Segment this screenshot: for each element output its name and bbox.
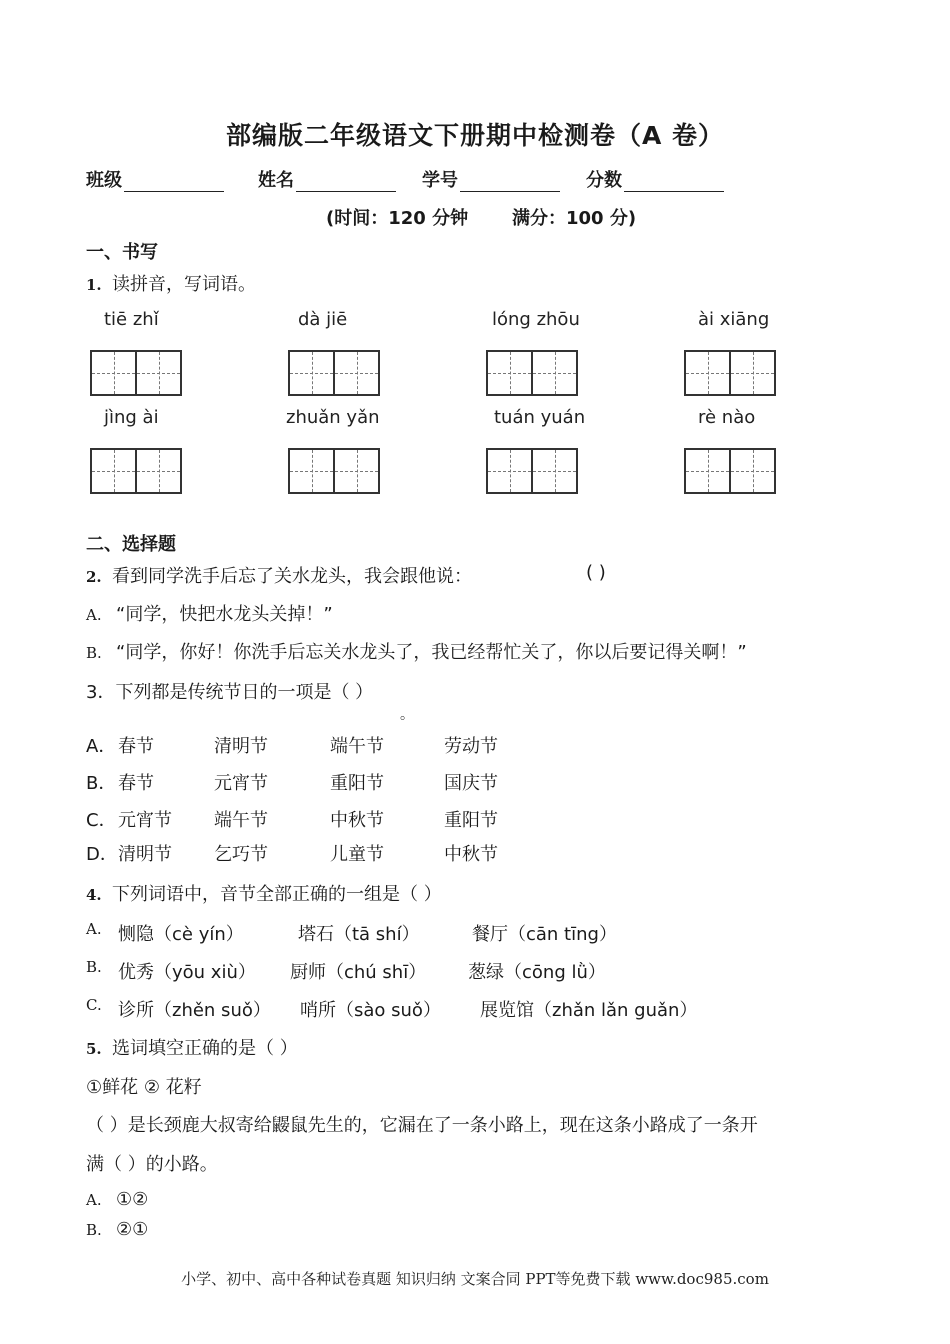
question-3: 3．下列都是传统节日的一项是（ ） [86,682,374,703]
option-item: 恻隐（cè yín） [118,924,244,945]
option-item: 展览馆（zhǎn lǎn guǎn） [480,1000,698,1021]
name-field [258,166,396,192]
option-label: A． [86,736,117,757]
option-item: 春节 [118,736,154,757]
option-text: “同学，快把水龙头关掉！” [116,604,333,625]
option-item: 清明节 [214,736,268,757]
id-field [422,166,560,192]
score-field [586,166,724,192]
q2-option-b[interactable] [86,638,747,664]
page-title: 部编版二年级语文下册期中检测卷（A 卷） [225,121,725,150]
option-item: 清明节 [118,844,172,865]
q1-number: 1. [86,276,102,294]
writing-grid[interactable] [288,350,380,396]
q5-passage-line2: 满（ ）的小路。 [86,1154,218,1175]
q2-option-a[interactable] [86,600,333,626]
id-blank[interactable] [460,171,560,192]
option-item: 重阳节 [330,773,384,794]
pinyin-8: rè nào [698,407,756,428]
option-item: 中秋节 [444,844,498,865]
q3-dot: 。 [400,707,414,723]
q2-number: 2. [86,568,102,586]
option-label: A. [86,920,102,938]
pinyin-1: tiē zhǐ [104,309,159,330]
option-item: 元宵节 [118,810,172,831]
pinyin-2: dà jiē [298,309,348,330]
option-item: 国庆节 [444,773,498,794]
option-item: 元宵节 [214,773,268,794]
option-item: 重阳节 [444,810,498,831]
section2-heading: 二、选择题 [86,534,176,555]
option-item: 端午节 [330,736,384,757]
id-label: 学号 [422,170,458,191]
q5-option-a[interactable] [86,1189,148,1210]
option-item: 哨所（sào suǒ） [300,1000,441,1021]
name-label: 姓名 [258,170,294,191]
q5-word-choices: ①鲜花 ② 花籽 [86,1077,202,1098]
option-item: 优秀（yōu xiù） [118,962,256,983]
option-label: B. [86,644,102,662]
q5-option-b[interactable] [86,1219,148,1240]
pinyin-6: zhuǎn yǎn [286,407,380,428]
q2-text: 看到同学洗手后忘了关水龙头，我会跟他说： [112,566,472,587]
option-item: 葱绿（cōng lǜ） [468,962,606,983]
writing-grid[interactable] [288,448,380,494]
question-4 [86,880,442,906]
writing-grid[interactable] [486,350,578,396]
question-2 [86,562,472,588]
option-item: 乞巧节 [214,844,268,865]
option-item: 端午节 [214,810,268,831]
writing-grid[interactable] [90,448,182,494]
option-text: ①② [116,1189,149,1210]
q5-text: 选词填空正确的是（ ） [112,1038,298,1059]
writing-grid[interactable] [684,350,776,396]
option-label: A. [86,1191,102,1209]
q2-answer-paren[interactable]: ( ) [586,562,606,583]
question-1 [86,270,256,296]
time-info: (时间：120 分钟 [326,208,469,229]
option-item: 诊所（zhěn suǒ） [118,1000,271,1021]
option-item: 塔石（tā shí） [298,924,420,945]
option-label: B． [86,773,117,794]
option-item: 餐厅（cān tīng） [472,924,617,945]
q4-number: 4. [86,886,102,904]
option-label: C． [86,810,117,831]
option-label: C. [86,996,102,1014]
question-5 [86,1034,298,1060]
score-label: 分数 [586,170,622,191]
pinyin-3: lóng zhōu [492,309,580,330]
writing-grid[interactable] [486,448,578,494]
option-text: “同学，你好！你洗手后忘关水龙头了，我已经帮忙关了，你以后要记得关啊！” [116,642,747,663]
option-item: 劳动节 [444,736,498,757]
option-item: 儿童节 [330,844,384,865]
option-label: B. [86,958,102,976]
writing-grid[interactable] [684,448,776,494]
option-label: D． [86,844,118,865]
option-label: B. [86,1221,102,1239]
class-blank[interactable] [124,171,224,192]
name-blank[interactable] [296,171,396,192]
full-score-info: 满分：100 分) [512,208,637,229]
q5-number: 5. [86,1040,102,1058]
section1-heading: 一、书写 [86,242,158,263]
footer-text: 小学、初中、高中各种试卷真题 知识归纳 文案合同 PPT等免费下载 www.doc985.com [181,1270,769,1288]
q1-text: 读拼音，写词语。 [112,274,256,295]
pinyin-7: tuán yuán [494,407,586,428]
pinyin-4: ài xiāng [698,309,770,330]
option-text: ②① [116,1219,149,1240]
pinyin-5: jìng ài [104,407,159,428]
class-label: 班级 [86,170,122,191]
class-field [86,166,224,192]
q4-text: 下列词语中，音节全部正确的一组是（ ） [112,884,442,905]
option-item: 春节 [118,773,154,794]
score-blank[interactable] [624,171,724,192]
q5-passage-line1: （ ）是长颈鹿大叔寄给鼹鼠先生的，它漏在了一条小路上，现在这条小路成了一条开 [86,1115,758,1136]
option-item: 厨师（chú shī） [290,962,427,983]
writing-grid[interactable] [90,350,182,396]
option-item: 中秋节 [330,810,384,831]
option-label: A. [86,606,102,624]
